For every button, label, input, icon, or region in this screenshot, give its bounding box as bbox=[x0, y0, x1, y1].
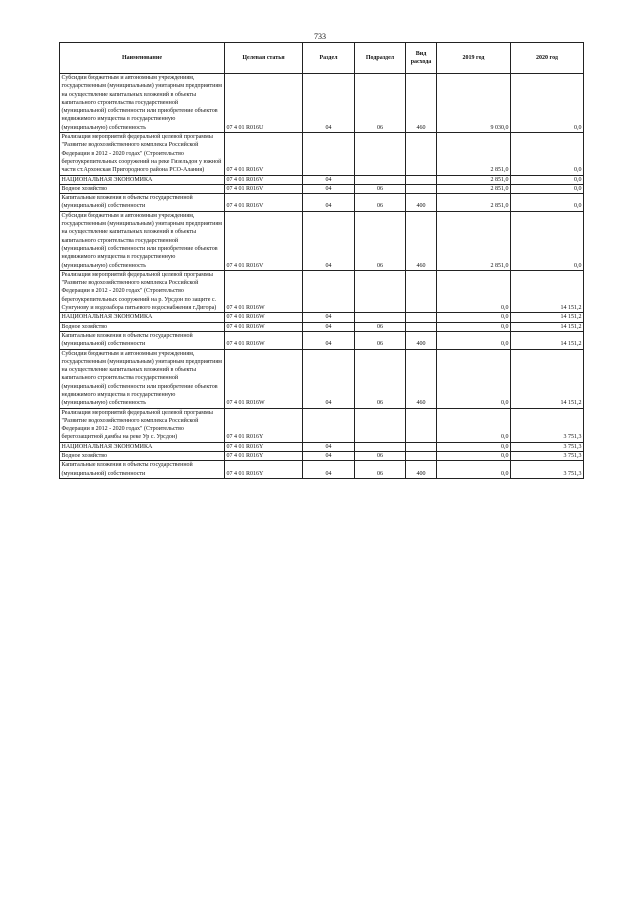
budget-table bbox=[59, 42, 584, 479]
cell-name: Капитальные вложения в объекты государственной (муниципальной) собственности bbox=[60, 461, 225, 479]
table-row bbox=[60, 322, 584, 331]
cell-name: Водное хозяйство bbox=[60, 184, 225, 193]
cell-2019: 2 851,0 bbox=[437, 211, 511, 270]
cell-vid: 460 bbox=[406, 349, 437, 408]
cell-2020: 0,0 bbox=[511, 175, 584, 184]
cell-razdel: 04 bbox=[303, 74, 355, 133]
cell-podrazdel bbox=[355, 133, 406, 175]
header-code: Целевая статья bbox=[225, 43, 303, 74]
cell-vid bbox=[406, 408, 437, 442]
cell-name: Субсидии бюджетным и автономным учреждениям, государственным (муниципальным) унитарным предприятиям на осуществление капитальных вложений в объекты капитального строительства государственной (муниципальной) собственности или приобретение объектов недвижимого имущества в государственную (муниципальную) собственность bbox=[60, 74, 225, 133]
cell-code: 07 4 01 R016Y bbox=[225, 408, 303, 442]
cell-code: 07 4 01 R016Y bbox=[225, 452, 303, 461]
cell-name: НАЦИОНАЛЬНАЯ ЭКОНОМИКА bbox=[60, 442, 225, 451]
cell-vid bbox=[406, 184, 437, 193]
cell-razdel: 04 bbox=[303, 211, 355, 270]
cell-2019: 2 851,0 bbox=[437, 184, 511, 193]
header-razdel: Раздел bbox=[303, 43, 355, 74]
cell-name: Субсидии бюджетным и автономным учреждениям, государственным (муниципальным) унитарным предприятиям на осуществление капитальных вложений в объекты капитального строительства государственной (муниципальной) собственности или приобретение объектов недвижимого имущества в государственную (муниципальную) собственность bbox=[60, 211, 225, 270]
header-vid: Вид расхода bbox=[406, 43, 437, 74]
cell-name: Водное хозяйство bbox=[60, 452, 225, 461]
cell-vid bbox=[406, 133, 437, 175]
cell-razdel: 04 bbox=[303, 322, 355, 331]
cell-podrazdel: 06 bbox=[355, 349, 406, 408]
cell-podrazdel bbox=[355, 175, 406, 184]
cell-vid bbox=[406, 313, 437, 322]
cell-2019: 2 851,0 bbox=[437, 175, 511, 184]
cell-2020: 0,0 bbox=[511, 74, 584, 133]
cell-podrazdel bbox=[355, 270, 406, 312]
header-2020: 2020 год bbox=[511, 43, 584, 74]
cell-code: 07 4 01 R016W bbox=[225, 349, 303, 408]
cell-2020: 0,0 bbox=[511, 184, 584, 193]
cell-razdel: 04 bbox=[303, 184, 355, 193]
page-number: 733 bbox=[314, 32, 326, 41]
table-row bbox=[60, 452, 584, 461]
cell-code: 07 4 01 R016W bbox=[225, 322, 303, 331]
table-body bbox=[60, 74, 584, 479]
table-row bbox=[60, 442, 584, 451]
cell-code: 07 4 01 R016Y bbox=[225, 442, 303, 451]
cell-vid bbox=[406, 175, 437, 184]
cell-razdel: 04 bbox=[303, 442, 355, 451]
table-row bbox=[60, 349, 584, 408]
header-2019: 2019 год bbox=[437, 43, 511, 74]
cell-2019: 2 851,0 bbox=[437, 133, 511, 175]
table-row bbox=[60, 211, 584, 270]
cell-2019: 0,0 bbox=[437, 442, 511, 451]
cell-razdel: 04 bbox=[303, 331, 355, 349]
cell-podrazdel: 06 bbox=[355, 74, 406, 133]
cell-2020: 3 751,3 bbox=[511, 461, 584, 479]
cell-razdel: 04 bbox=[303, 461, 355, 479]
cell-2019: 0,0 bbox=[437, 408, 511, 442]
cell-razdel: 04 bbox=[303, 452, 355, 461]
cell-2019: 0,0 bbox=[437, 270, 511, 312]
table-header-row bbox=[60, 43, 584, 74]
cell-2019: 0,0 bbox=[437, 331, 511, 349]
cell-razdel: 04 bbox=[303, 349, 355, 408]
cell-vid bbox=[406, 322, 437, 331]
cell-name: НАЦИОНАЛЬНАЯ ЭКОНОМИКА bbox=[60, 313, 225, 322]
cell-code: 07 4 01 R016V bbox=[225, 133, 303, 175]
cell-code: 07 4 01 R016W bbox=[225, 270, 303, 312]
table-row bbox=[60, 133, 584, 175]
cell-2020: 0,0 bbox=[511, 211, 584, 270]
cell-name: Субсидии бюджетным и автономным учреждениям, государственным (муниципальным) унитарным предприятиям на осуществление капитальных вложений в объекты капитального строительства государственной (муниципальной) собственности или приобретение объектов недвижимого имущества в государственную (муниципальную) собственность bbox=[60, 349, 225, 408]
cell-vid: 460 bbox=[406, 211, 437, 270]
table-row bbox=[60, 184, 584, 193]
cell-podrazdel: 06 bbox=[355, 322, 406, 331]
cell-podrazdel: 06 bbox=[355, 331, 406, 349]
cell-name: Реализация мероприятий федеральной целевой программы "Развитие водохозяйственного комплекса Российской Федерации в 2012 - 2020 годах" (Строительство берегозащитной дамбы на реке Ур с. Урсдон) bbox=[60, 408, 225, 442]
cell-name: Реализация мероприятий федеральной целевой программы "Развитие водохозяйственного комплекса Российской Федерации в 2012 - 2020 годах" (Строительство берегоукрепительных сооружений на реке Гизельдон у южной части ст.Архонская Пригородного района РСО-Алания) bbox=[60, 133, 225, 175]
cell-2020: 0,0 bbox=[511, 194, 584, 212]
cell-2020: 3 751,3 bbox=[511, 408, 584, 442]
cell-razdel bbox=[303, 133, 355, 175]
cell-razdel bbox=[303, 270, 355, 312]
cell-podrazdel: 06 bbox=[355, 184, 406, 193]
cell-name: НАЦИОНАЛЬНАЯ ЭКОНОМИКА bbox=[60, 175, 225, 184]
cell-2020: 3 751,3 bbox=[511, 452, 584, 461]
cell-razdel: 04 bbox=[303, 313, 355, 322]
cell-code: 07 4 01 R016V bbox=[225, 194, 303, 212]
cell-2019: 9 030,0 bbox=[437, 74, 511, 133]
cell-code: 07 4 01 R016W bbox=[225, 331, 303, 349]
cell-2020: 3 751,3 bbox=[511, 442, 584, 451]
cell-name: Капитальные вложения в объекты государственной (муниципальной) собственности bbox=[60, 331, 225, 349]
cell-razdel: 04 bbox=[303, 175, 355, 184]
header-name: Наименование bbox=[60, 43, 225, 74]
table-row bbox=[60, 408, 584, 442]
cell-vid bbox=[406, 270, 437, 312]
header-podrazdel: Подраздел bbox=[355, 43, 406, 74]
table-row bbox=[60, 461, 584, 479]
cell-2020: 14 151,2 bbox=[511, 313, 584, 322]
cell-razdel bbox=[303, 408, 355, 442]
cell-vid bbox=[406, 442, 437, 451]
cell-2020: 0,0 bbox=[511, 133, 584, 175]
table-row bbox=[60, 331, 584, 349]
cell-2020: 14 151,2 bbox=[511, 331, 584, 349]
cell-podrazdel: 06 bbox=[355, 461, 406, 479]
cell-code: 07 4 01 R016V bbox=[225, 211, 303, 270]
cell-code: 07 4 01 R016V bbox=[225, 175, 303, 184]
cell-razdel: 04 bbox=[303, 194, 355, 212]
table-row bbox=[60, 270, 584, 312]
cell-2019: 0,0 bbox=[437, 322, 511, 331]
cell-vid: 400 bbox=[406, 331, 437, 349]
cell-podrazdel bbox=[355, 408, 406, 442]
cell-2020: 14 151,2 bbox=[511, 349, 584, 408]
table-row bbox=[60, 194, 584, 212]
cell-code: 07 4 01 R016W bbox=[225, 313, 303, 322]
cell-2019: 0,0 bbox=[437, 313, 511, 322]
cell-2019: 0,0 bbox=[437, 461, 511, 479]
cell-vid: 400 bbox=[406, 461, 437, 479]
cell-podrazdel: 06 bbox=[355, 194, 406, 212]
table-row bbox=[60, 175, 584, 184]
cell-2019: 0,0 bbox=[437, 349, 511, 408]
cell-2020: 14 151,2 bbox=[511, 322, 584, 331]
cell-name: Капитальные вложения в объекты государственной (муниципальной) собственности bbox=[60, 194, 225, 212]
table-row bbox=[60, 313, 584, 322]
cell-vid: 400 bbox=[406, 194, 437, 212]
cell-2019: 0,0 bbox=[437, 452, 511, 461]
cell-podrazdel: 06 bbox=[355, 452, 406, 461]
cell-code: 07 4 01 R016V bbox=[225, 184, 303, 193]
cell-vid: 460 bbox=[406, 74, 437, 133]
cell-code: 07 4 01 R016U bbox=[225, 74, 303, 133]
cell-vid bbox=[406, 452, 437, 461]
cell-2019: 2 851,0 bbox=[437, 194, 511, 212]
cell-podrazdel bbox=[355, 442, 406, 451]
table-row bbox=[60, 74, 584, 133]
cell-2020: 14 151,2 bbox=[511, 270, 584, 312]
cell-name: Водное хозяйство bbox=[60, 322, 225, 331]
cell-podrazdel: 06 bbox=[355, 211, 406, 270]
cell-code: 07 4 01 R016Y bbox=[225, 461, 303, 479]
cell-name: Реализация мероприятий федеральной целевой программы "Развитие водохозяйственного комплекса Российской Федерации в 2012 - 2020 годах" (Строительство берегоукрепительных сооружений на р. Урсдон по защите с. Сунгунову и водозабора питьевого водоснабжения г.Дигора) bbox=[60, 270, 225, 312]
cell-podrazdel bbox=[355, 313, 406, 322]
